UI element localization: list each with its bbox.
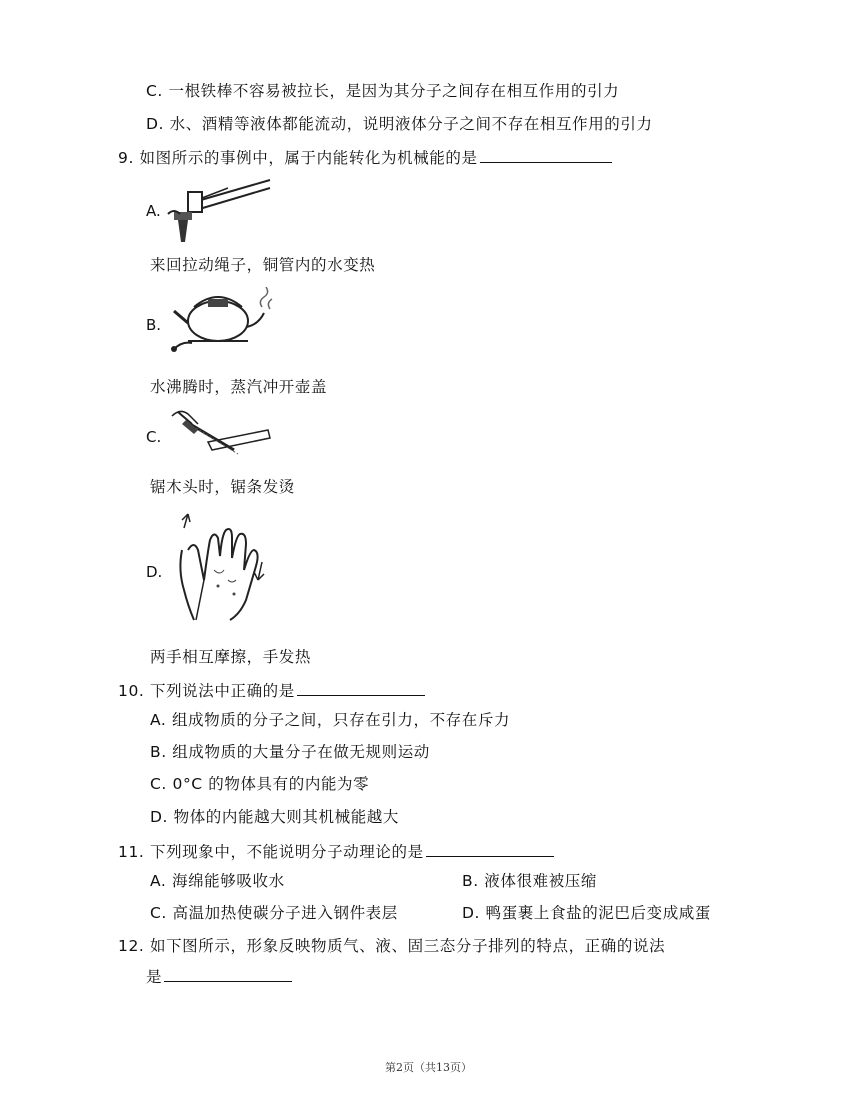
q9-option-d-caption: 两手相互摩擦，手发热: [150, 648, 312, 666]
q11-option-c: C. 高温加热使碳分子进入钢件表层: [150, 904, 398, 922]
q11-option-a: A. 海绵能够吸收水: [150, 872, 285, 890]
q8-option-c: C. 一根铁棒不容易被拉长，是因为其分子之间存在相互作用的引力: [146, 82, 620, 100]
copper-tube-rope-icon: [166, 176, 272, 242]
q11-option-d: D. 鸭蛋裹上食盐的泥巴后变成咸蛋: [462, 904, 711, 922]
answer-blank[interactable]: [480, 148, 612, 163]
q10-option-a: A. 组成物质的分子之间，只存在引力，不存在斥力: [150, 711, 511, 729]
q12-stem-line1: 12. 如下图所示，形象反映物质气、液、固三态分子排列的特点，正确的说法: [118, 937, 666, 955]
q10-option-c: C. 0°C 的物体具有的内能为零: [150, 775, 370, 793]
answer-blank[interactable]: [164, 967, 292, 982]
q10-option-d: D. 物体的内能越大则其机械能越大: [150, 808, 399, 826]
q9-option-c-caption: 锯木头时，锯条发烫: [150, 478, 295, 496]
q10-option-b: B. 组成物质的大量分子在做无规则运动: [150, 743, 430, 761]
q9-option-a-label: A.: [146, 202, 161, 220]
q11-stem-text: 11. 下列现象中，不能说明分子动理论的是: [118, 843, 424, 861]
kettle-steam-icon: [170, 287, 280, 357]
q9-stem-text: 9. 如图所示的事例中，属于内能转化为机械能的是: [118, 149, 478, 167]
saw-wood-icon: [168, 408, 272, 458]
page-number: 第2页（共13页）: [385, 1061, 472, 1074]
q12-stem-line2: [146, 966, 292, 988]
q12-stem-text: 是: [146, 968, 163, 986]
q9-option-b-label: B.: [146, 316, 162, 334]
q9-option-b-caption: 水沸腾时，蒸汽冲开壶盖: [150, 378, 328, 396]
q11-stem: [118, 841, 554, 863]
q9-option-a-caption: 来回拉动绳子，铜管内的水变热: [150, 256, 376, 274]
q9-option-c-label: C.: [146, 428, 162, 446]
answer-blank[interactable]: [426, 842, 554, 857]
rubbing-hands-icon: [174, 510, 272, 628]
q8-option-d: D. 水、酒精等液体都能流动，说明液体分子之间不存在相互作用的引力: [146, 115, 653, 133]
answer-blank[interactable]: [297, 681, 425, 696]
q10-stem: [118, 680, 425, 702]
q9-stem: [118, 147, 612, 169]
q9-option-d-label: D.: [146, 563, 163, 581]
q11-option-b: B. 液体很难被压缩: [462, 872, 597, 890]
q10-stem-text: 10. 下列说法中正确的是: [118, 682, 295, 700]
